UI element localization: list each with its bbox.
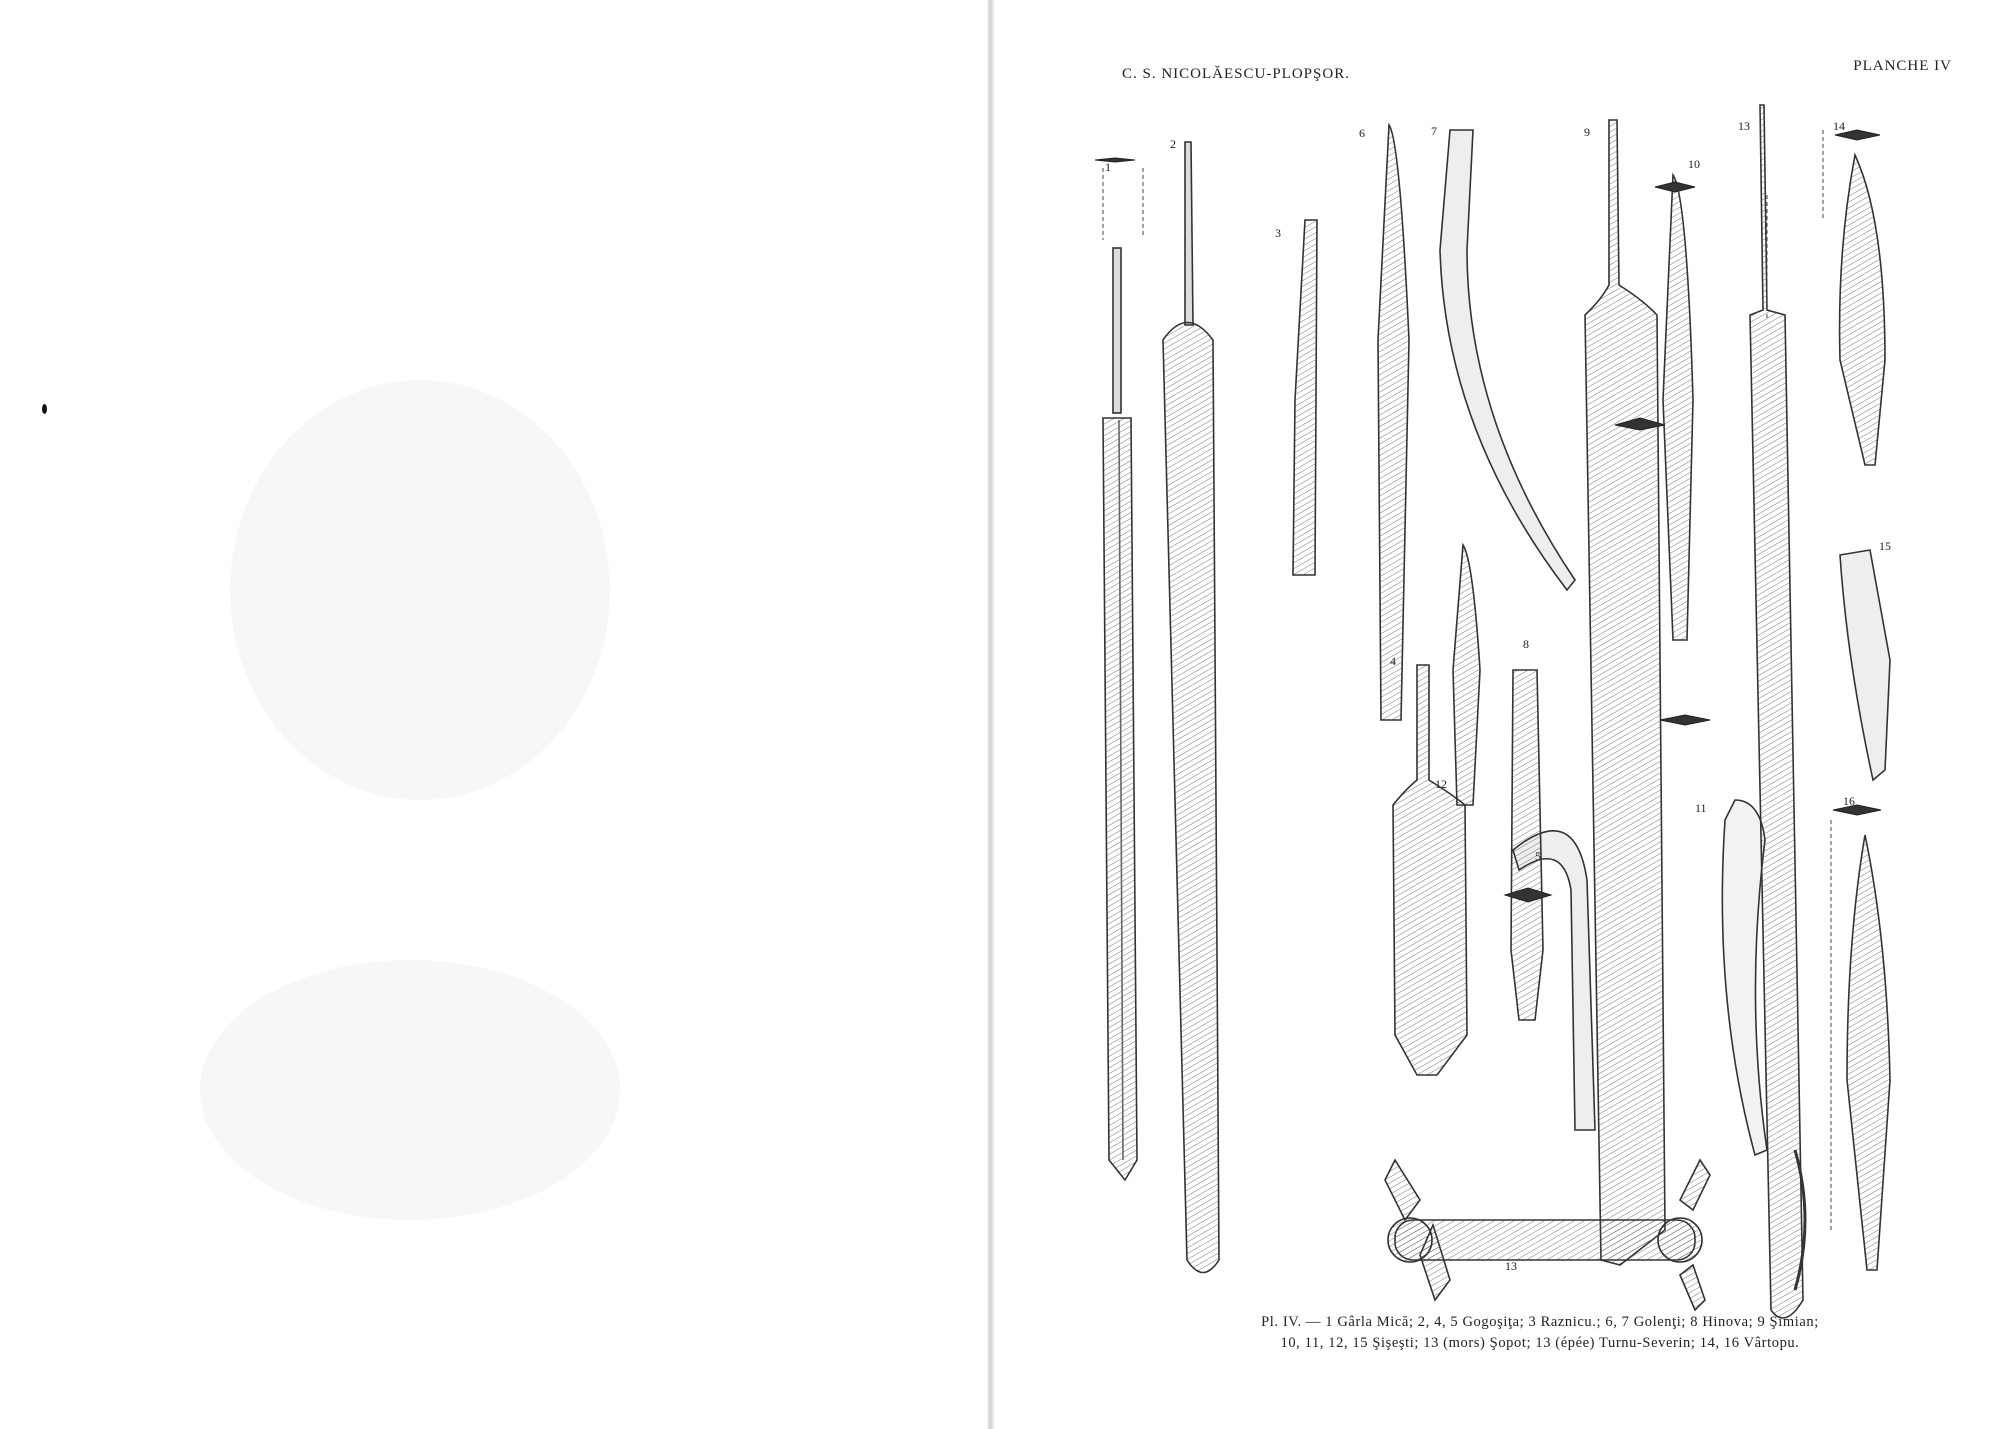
fig-label: 10 (1688, 157, 1700, 171)
fig-label: 1 (1105, 160, 1111, 174)
fig-label: 12 (1435, 777, 1447, 791)
bleed-through-shadow (230, 380, 610, 800)
fig-label: 15 (1879, 539, 1891, 553)
blade-11 (1722, 800, 1767, 1155)
spear-12 (1453, 545, 1480, 805)
spear-14 (1840, 155, 1885, 465)
ink-speck (42, 404, 47, 414)
fig-label: 8 (1523, 637, 1529, 651)
knife-15 (1840, 550, 1890, 780)
horse-bit-13 (1385, 1150, 1805, 1310)
sword-7 (1440, 130, 1575, 590)
fig-label: 7 (1431, 124, 1437, 138)
caption-line-2: 10, 11, 12, 15 Şişeşti; 13 (mors) Şopot; 13 (épée) Turnu-Severin; 14, 16 Vârtopu. (1280, 1335, 1800, 1351)
plate-caption (1125, 1312, 1955, 1354)
fig-label: 14 (1833, 119, 1845, 133)
left-page-blank (0, 0, 990, 1429)
plate-illustration (1095, 100, 1975, 1325)
fig-label: 5 (1535, 849, 1541, 863)
spear-10 (1663, 175, 1693, 640)
spear-8 (1511, 670, 1543, 1020)
section-10 (1655, 182, 1695, 192)
fig-label: 11 (1695, 801, 1707, 815)
bleed-through-shadow (200, 960, 620, 1220)
fig-label: 4 (1390, 654, 1396, 668)
fig-label: 13 (1738, 119, 1750, 133)
sword-1 (1103, 248, 1137, 1180)
fig-label: 2 (1170, 137, 1176, 151)
section-11 (1660, 715, 1710, 725)
fig-label: 9 (1584, 125, 1590, 139)
fig-label: 6 (1359, 126, 1365, 140)
caption-line-1: Pl. IV. — 1 Gârla Mică; 2, 4, 5 Gogoşiţa; 3 Raznicu.; 6, 7 Golenţi; 8 Hinova; 9 Şimian; (1261, 1314, 1819, 1330)
fig-label: 3 (1275, 226, 1281, 240)
sword-2 (1163, 142, 1219, 1273)
spear-16 (1847, 835, 1890, 1270)
sword-9 (1585, 120, 1665, 1265)
right-page-plate (995, 0, 2000, 1429)
spear-6 (1378, 125, 1409, 720)
section-1 (1095, 158, 1135, 162)
running-head-author: C. S. NICOLĂESCU-PLOPŞOR. (1122, 66, 1350, 82)
running-head-plate: PLANCHE IV (1853, 58, 1952, 74)
plate-drawing (1095, 100, 1975, 1325)
fig-label: 13 (1505, 1259, 1517, 1273)
spear-3 (1293, 220, 1317, 575)
book-gutter (987, 0, 995, 1429)
fig-label: 16 (1843, 794, 1855, 808)
section-16 (1833, 805, 1881, 815)
